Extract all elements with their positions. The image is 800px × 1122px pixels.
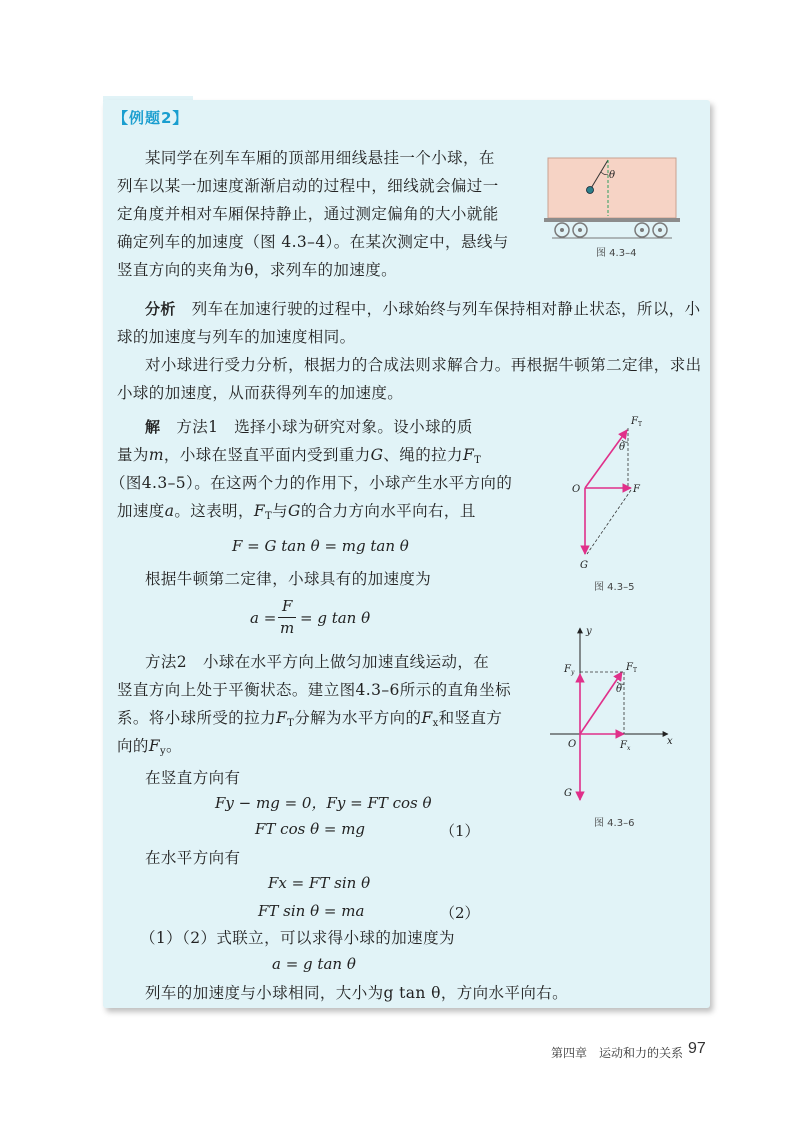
fig3-FT-label: $F_T$ <box>626 662 637 674</box>
sym-F: F <box>462 446 475 464</box>
fig2-theta: θ <box>619 442 626 453</box>
solution-line-1 <box>145 413 473 441</box>
analysis-line-1 <box>145 295 701 323</box>
solution-heading: 解 <box>145 418 161 436</box>
fig1-theta: θ <box>609 170 616 181</box>
fig3-O-label: O <box>568 739 577 750</box>
problem-line-2: 列车以某一加速度渐渐启动的过程中，细线就会偏过一 <box>117 177 499 195</box>
figure-force-diagram <box>565 410 665 580</box>
m1-l2a: 量为 <box>117 446 149 464</box>
sym-F2: F <box>253 502 266 520</box>
problem-line-4: 确定列车的加速度（图 4.3–4）。在某次测定中，悬线与 <box>117 233 509 251</box>
sym-y: y <box>159 746 167 757</box>
m2-l3a: 系。将小球所受的拉力 <box>117 709 277 727</box>
m1-l4b: 。这表明， <box>174 502 254 520</box>
m1-l4: 加速度 <box>117 502 165 520</box>
m2-l3b: 分解为水平方向的 <box>294 709 422 727</box>
method2-line-2: 竖直方向上处于平衡状态。建立图4.3–6所示的直角坐标 <box>117 681 512 699</box>
fig2-O-label: O <box>572 484 581 495</box>
figure-caption-2: 图 4.3–5 <box>594 582 635 593</box>
sym-G2: G <box>288 502 301 520</box>
fig3-y-axis-label: y <box>586 626 592 637</box>
chapter-title: 第四章 运动和力的关系 <box>551 1046 684 1060</box>
sym-T2: T <box>265 511 273 522</box>
fig3-Fx-label: $F_x$ <box>620 740 631 752</box>
equation-2-numerator: F <box>282 597 293 615</box>
figure-coordinate-diagram <box>550 620 680 810</box>
equation-4-number: （1） <box>440 822 480 840</box>
fig2-G-label: G <box>580 560 588 571</box>
solution-line-6: 根据牛顿第二定律，小球具有的加速度为 <box>145 570 432 588</box>
figure-train-car <box>540 150 690 250</box>
m1-l5a: 与 <box>272 502 289 520</box>
problem-line-3: 定角度并相对车厢保持静止，通过测定偏角的大小就能 <box>117 205 499 223</box>
fig3-x-axis-label: x <box>667 736 673 747</box>
m2-l4a: 向的 <box>117 737 149 755</box>
analysis-line-4: 小球的加速度，从而获得列车的加速度。 <box>117 384 404 402</box>
m1-l5b: 的合力方向水平向右，且 <box>300 502 476 520</box>
analysis-heading: 分析 <box>145 300 176 318</box>
page-number: 97 <box>688 1040 706 1057</box>
sym-x: x <box>432 718 439 729</box>
sym-F4: F <box>421 709 433 727</box>
m1-l2c: 、绳的拉力 <box>383 446 463 464</box>
m2-l3c: 和竖直方 <box>438 709 503 727</box>
analysis-line-2: 球的加速度与列车的加速度相同。 <box>117 328 356 346</box>
sym-T3: T <box>287 718 295 729</box>
problem-line-1: 某同学在列车车厢的顶部用细线悬挂一个小球，在 <box>145 149 495 167</box>
figure-caption-1: 图 4.3–4 <box>596 248 637 259</box>
equation-6-number: （2） <box>440 904 480 922</box>
analysis-text-1: 列车在加速行驶的过程中，小球始终与列车保持相对静止状态，所以，小 <box>191 300 701 318</box>
fig3-theta: θ <box>616 684 623 695</box>
horizontal-direction: 在水平方向有 <box>145 849 241 867</box>
analysis-line-3: 对小球进行受力分析，根据力的合成法则求解合力。再根据牛顿第二定律，求出 <box>145 356 702 374</box>
equation-4: FT cos θ = mg <box>255 820 366 838</box>
sym-F5: F <box>148 737 160 755</box>
fig3-G-label: G <box>564 788 572 799</box>
combine-line: （1）（2）式联立，可以求得小球的加速度为 <box>140 929 455 947</box>
equation-1: F = G tan θ = mg tan θ <box>232 537 409 555</box>
sym-G: G <box>370 446 384 464</box>
problem-line-5: 竖直方向的夹角为θ，求列车的加速度。 <box>117 261 398 279</box>
equation-2-lhs: a = <box>250 609 277 627</box>
method2-line-4 <box>117 732 182 766</box>
equation-2-rhs: = g tan θ <box>300 609 371 627</box>
figure-caption-3: 图 4.3–6 <box>594 818 635 829</box>
fig3-Fy-label: $F_y$ <box>564 664 575 676</box>
sym-F3: F <box>276 709 288 727</box>
sym-m: m <box>148 446 164 464</box>
solution-line-4 <box>117 497 476 531</box>
method2-line-1: 方法2 小球在水平方向上做匀加速直线运动，在 <box>145 653 490 671</box>
fig2-FT-label: $F_T$ <box>631 416 642 428</box>
equation-5: Fx = FT sin θ <box>268 874 371 892</box>
fraction-bar <box>278 617 296 618</box>
equation-2-denominator: m <box>280 619 295 637</box>
equation-7: a = g tan θ <box>272 955 356 973</box>
m2-l4b: 。 <box>166 737 182 755</box>
vertical-direction: 在竖直方向有 <box>145 769 241 787</box>
fig2-F-label: F <box>633 484 640 495</box>
equation-6: FT sin θ = ma <box>258 902 365 920</box>
solution-line-3: （图4.3–5）。在这两个力的作用下，小球产生水平方向的 <box>110 474 513 492</box>
sym-a: a <box>164 502 175 520</box>
sym-T: T <box>474 455 482 466</box>
equation-3: Fy − mg = 0，Fy = FT cos θ <box>215 794 432 812</box>
m1-l2b: ，小球在竖直平面内受到重力 <box>163 446 371 464</box>
method1-text-1: 方法1 选择小球为研究对象。设小球的质 <box>176 418 473 436</box>
example-label: 【例题2】 <box>113 109 189 127</box>
conclusion-line: 列车的加速度与小球相同，大小为g tan θ，方向水平向右。 <box>145 984 569 1002</box>
